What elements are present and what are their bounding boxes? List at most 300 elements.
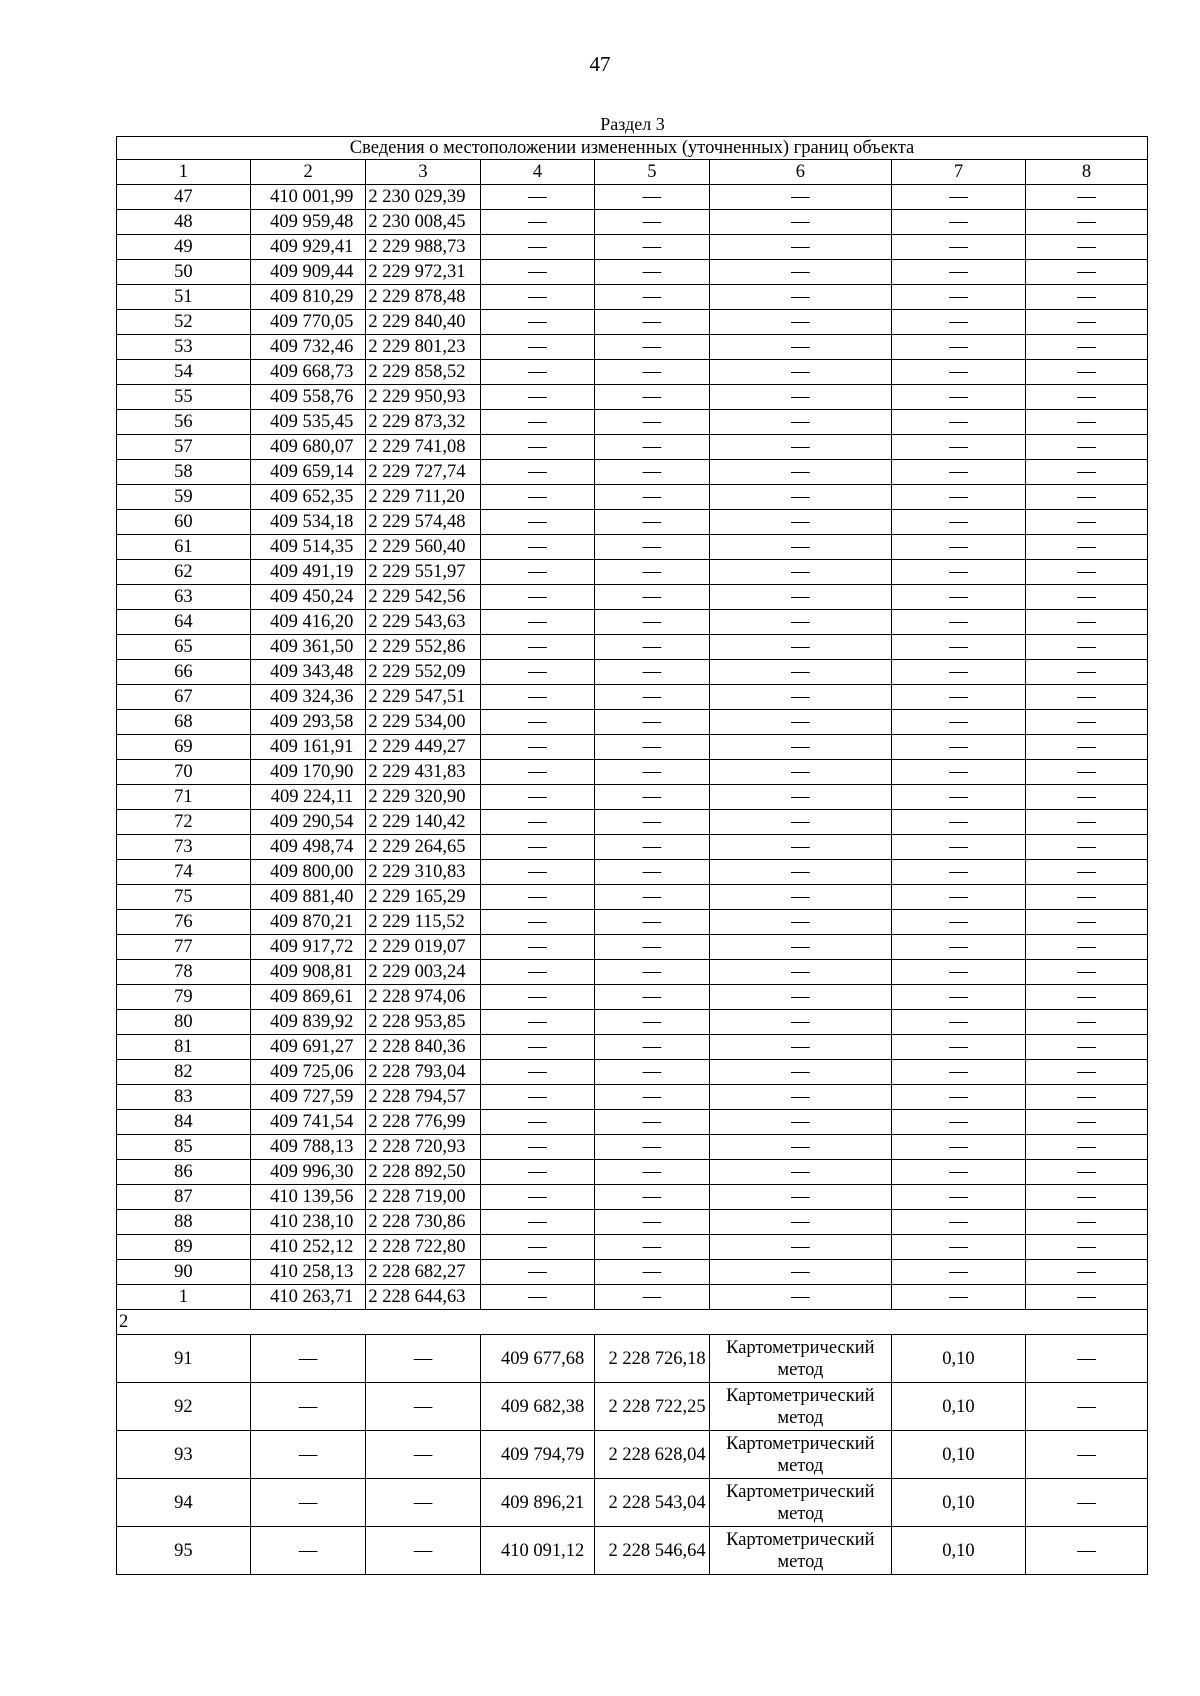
table-row	[117, 835, 1148, 860]
table-row	[117, 1210, 1148, 1235]
table-cell-col-6: —	[709, 960, 891, 985]
table-row	[117, 1383, 1148, 1431]
table-cell-col-4: 409 896,21	[480, 1479, 594, 1527]
table-cell-col-3: 2 229 320,90	[366, 785, 480, 810]
table-cell-col-3: 2 229 727,74	[366, 460, 480, 485]
table-cell-col-4: —	[480, 435, 594, 460]
table-cell-col-5: —	[595, 910, 709, 935]
column-number: 8	[1025, 160, 1147, 185]
table-cell-col-1: 95	[117, 1527, 251, 1575]
table-cell-col-5: —	[595, 610, 709, 635]
table-row	[117, 1527, 1148, 1575]
table-cell-col-5: —	[595, 285, 709, 310]
table-cell-col-5: —	[595, 510, 709, 535]
table-cell-col-4: 409 794,79	[480, 1431, 594, 1479]
table-cell-col-4: —	[480, 885, 594, 910]
table-cell-col-2: —	[250, 1335, 366, 1383]
table-cell-col-4: —	[480, 260, 594, 285]
table-cell-col-7: —	[892, 860, 1026, 885]
table-cell-col-5: —	[595, 410, 709, 435]
table-cell-col-1: 52	[117, 310, 251, 335]
table-cell-col-8: —	[1025, 1160, 1147, 1185]
table-cell-col-4: —	[480, 960, 594, 985]
table-cell-col-2: 409 691,27	[250, 1035, 366, 1060]
table-row	[117, 585, 1148, 610]
table-cell-col-7: —	[892, 785, 1026, 810]
table-cell-col-4: —	[480, 335, 594, 360]
table-cell-col-2: 409 161,91	[250, 735, 366, 760]
table-cell-col-8: —	[1025, 1527, 1147, 1575]
table-cell-col-8: —	[1025, 1185, 1147, 1210]
table-cell-col-6: —	[709, 1035, 891, 1060]
table-cell-col-1: 62	[117, 560, 251, 585]
table-cell-col-1: 55	[117, 385, 251, 410]
table-cell-col-7: —	[892, 260, 1026, 285]
table-cell-col-1: 67	[117, 685, 251, 710]
table-cell-col-6: —	[709, 1260, 891, 1285]
table-cell-col-7: —	[892, 335, 1026, 360]
table-cell-col-2: 409 293,58	[250, 710, 366, 735]
table-cell-col-6: —	[709, 560, 891, 585]
table-cell-col-2: 409 908,81	[250, 960, 366, 985]
table-cell-col-3: 2 229 431,83	[366, 760, 480, 785]
table-cell-col-5: —	[595, 635, 709, 660]
table-cell-col-8: —	[1025, 935, 1147, 960]
table-cell-col-3: 2 229 310,83	[366, 860, 480, 885]
table-cell-col-5: —	[595, 1085, 709, 1110]
table-row	[117, 285, 1148, 310]
table-cell-col-6: —	[709, 360, 891, 385]
section-title: Раздел 3	[600, 114, 665, 134]
table-cell-col-8: —	[1025, 560, 1147, 585]
table-cell-col-3: 2 228 682,27	[366, 1260, 480, 1285]
table-cell-col-7: —	[892, 560, 1026, 585]
table-cell-col-2: 409 416,20	[250, 610, 366, 635]
table-cell-col-7: —	[892, 1110, 1026, 1135]
table-cell-col-1: 94	[117, 1479, 251, 1527]
table-cell-col-5: —	[595, 535, 709, 560]
table-cell-col-5: —	[595, 585, 709, 610]
table-cell-col-6: —	[709, 635, 891, 660]
table-cell-col-3: 2 230 029,39	[366, 185, 480, 210]
table-cell-col-2: 409 727,59	[250, 1085, 366, 1110]
table-cell-col-8: —	[1025, 735, 1147, 760]
table-cell-col-5: —	[595, 485, 709, 510]
table-cell-col-5: 2 228 722,25	[595, 1383, 709, 1431]
table-cell-col-3: 2 229 115,52	[366, 910, 480, 935]
table-cell-col-5: —	[595, 185, 709, 210]
table-cell-col-4: —	[480, 235, 594, 260]
table-cell-col-4: —	[480, 1085, 594, 1110]
table-cell-col-3: —	[366, 1479, 480, 1527]
table-cell-col-4: —	[480, 860, 594, 885]
table-cell-col-2: 409 290,54	[250, 810, 366, 835]
table-row	[117, 1479, 1148, 1527]
table-cell-col-4: —	[480, 285, 594, 310]
table-cell-col-3: 2 229 972,31	[366, 260, 480, 285]
table-cell-col-2: 409 659,14	[250, 460, 366, 485]
table-cell-col-4: 409 682,38	[480, 1383, 594, 1431]
table-cell-col-3: 2 228 730,86	[366, 1210, 480, 1235]
table-cell-col-4: —	[480, 835, 594, 860]
table-cell-col-2: 409 839,92	[250, 1010, 366, 1035]
table-cell-col-6: —	[709, 935, 891, 960]
table-cell-col-3: 2 228 719,00	[366, 1185, 480, 1210]
table-cell-col-7: —	[892, 835, 1026, 860]
table-cell-col-7: —	[892, 760, 1026, 785]
table-cell-col-8: —	[1025, 235, 1147, 260]
table-cell-col-3: 2 229 741,08	[366, 435, 480, 460]
table-cell-col-8: —	[1025, 1060, 1147, 1085]
table-cell-col-1: 93	[117, 1431, 251, 1479]
table-cell-col-6: Картометрический метод	[709, 1383, 891, 1431]
contour-number-row	[117, 1310, 1148, 1335]
table-row	[117, 960, 1148, 985]
table-cell-col-3: 2 229 988,73	[366, 235, 480, 260]
table-cell-col-1: 63	[117, 585, 251, 610]
table-cell-col-6: —	[709, 710, 891, 735]
table-cell-col-7: —	[892, 735, 1026, 760]
table-cell-col-2: 410 139,56	[250, 1185, 366, 1210]
table-cell-col-3: 2 229 140,42	[366, 810, 480, 835]
table-cell-col-8: —	[1025, 1335, 1147, 1383]
table-cell-col-3: 2 229 560,40	[366, 535, 480, 560]
table-row	[117, 185, 1148, 210]
table-cell-col-6: —	[709, 1135, 891, 1160]
table-cell-col-2: 409 741,54	[250, 1110, 366, 1135]
table-cell-col-8: —	[1025, 585, 1147, 610]
table-cell-col-8: —	[1025, 685, 1147, 710]
table-cell-col-5: —	[595, 660, 709, 685]
table-cell-col-6: Картометрический метод	[709, 1431, 891, 1479]
table-cell-col-2: 409 498,74	[250, 835, 366, 860]
table-row	[117, 260, 1148, 285]
table-cell-col-2: 409 324,36	[250, 685, 366, 710]
table-cell-col-2: 409 224,11	[250, 785, 366, 810]
table-cell-col-5: —	[595, 960, 709, 985]
table-cell-col-4: —	[480, 785, 594, 810]
table-cell-col-7: —	[892, 935, 1026, 960]
table-cell-col-3: 2 229 264,65	[366, 835, 480, 860]
table-cell-col-1: 86	[117, 1160, 251, 1185]
table-cell-col-8: —	[1025, 710, 1147, 735]
table-cell-col-4: —	[480, 660, 594, 685]
table-cell-col-3: 2 228 840,36	[366, 1035, 480, 1060]
table-cell-col-2: 409 450,24	[250, 585, 366, 610]
table-cell-col-7: —	[892, 435, 1026, 460]
table-caption: Сведения о местоположении измененных (уточненных) границ объекта	[117, 137, 1148, 160]
table-cell-col-1: 58	[117, 460, 251, 485]
table-row	[117, 1035, 1148, 1060]
table-cell-col-7: —	[892, 1260, 1026, 1285]
table-cell-col-1: 83	[117, 1085, 251, 1110]
table-cell-col-4: —	[480, 1235, 594, 1260]
table-row	[117, 710, 1148, 735]
table-cell-col-6: —	[709, 1210, 891, 1235]
table-cell-col-6: —	[709, 1010, 891, 1035]
table-cell-col-7: —	[892, 685, 1026, 710]
table-cell-col-5: —	[595, 985, 709, 1010]
table-cell-col-5: —	[595, 710, 709, 735]
table-cell-col-1: 56	[117, 410, 251, 435]
table-cell-col-7: —	[892, 310, 1026, 335]
table-cell-col-7: —	[892, 1285, 1026, 1310]
table-cell-col-2: 409 361,50	[250, 635, 366, 660]
table-cell-col-8: —	[1025, 510, 1147, 535]
column-number: 2	[250, 160, 366, 185]
table-cell-col-7: —	[892, 1210, 1026, 1235]
table-cell-col-4: —	[480, 1110, 594, 1135]
table-cell-col-7: —	[892, 1060, 1026, 1085]
table-cell-col-2: 409 929,41	[250, 235, 366, 260]
table-cell-col-4: —	[480, 1210, 594, 1235]
table-cell-col-6: —	[709, 485, 891, 510]
table-cell-col-4: —	[480, 1035, 594, 1060]
table-cell-col-7: —	[892, 985, 1026, 1010]
table-cell-col-1: 73	[117, 835, 251, 860]
table-cell-col-3: 2 228 953,85	[366, 1010, 480, 1035]
table-cell-col-6: —	[709, 660, 891, 685]
table-cell-col-5: —	[595, 935, 709, 960]
table-cell-col-4: —	[480, 460, 594, 485]
table-cell-col-3: 2 229 801,23	[366, 335, 480, 360]
table-cell-col-6: Картометрический метод	[709, 1479, 891, 1527]
table-cell-col-4: —	[480, 210, 594, 235]
table-cell-col-1: 92	[117, 1383, 251, 1431]
table-cell-col-6: Картометрический метод	[709, 1527, 891, 1575]
table-cell-col-2: 409 810,29	[250, 285, 366, 310]
table-cell-col-1: 1	[117, 1285, 251, 1310]
table-cell-col-8: —	[1025, 835, 1147, 860]
table-cell-col-8: —	[1025, 210, 1147, 235]
table-row	[117, 310, 1148, 335]
table-cell-col-1: 84	[117, 1110, 251, 1135]
table-cell-col-5: —	[595, 885, 709, 910]
table-cell-col-3: 2 229 165,29	[366, 885, 480, 910]
table-cell-col-1: 81	[117, 1035, 251, 1060]
table-cell-col-8: —	[1025, 1285, 1147, 1310]
table-row	[117, 1235, 1148, 1260]
table-cell-col-1: 59	[117, 485, 251, 510]
column-number: 5	[595, 160, 709, 185]
table-cell-col-6: —	[709, 535, 891, 560]
table-cell-col-2: 409 652,35	[250, 485, 366, 510]
table-row	[117, 335, 1148, 360]
table-cell-col-2: 409 535,45	[250, 410, 366, 435]
table-row	[117, 735, 1148, 760]
table-cell-col-8: —	[1025, 260, 1147, 285]
table-row	[117, 560, 1148, 585]
table-cell-col-8: —	[1025, 810, 1147, 835]
table-cell-col-3: —	[366, 1335, 480, 1383]
table-cell-col-5: —	[595, 835, 709, 860]
table-cell-col-7: —	[892, 610, 1026, 635]
table-cell-col-4: —	[480, 185, 594, 210]
table-cell-col-7: —	[892, 960, 1026, 985]
table-cell-col-7: —	[892, 510, 1026, 535]
table-cell-col-8: —	[1025, 760, 1147, 785]
table-cell-col-5: 2 228 628,04	[595, 1431, 709, 1479]
table-cell-col-3: —	[366, 1431, 480, 1479]
table-cell-col-3: 2 229 711,20	[366, 485, 480, 510]
table-row	[117, 1285, 1148, 1310]
coordinates-table	[116, 136, 1148, 1575]
table-row	[117, 535, 1148, 560]
table-cell-col-1: 65	[117, 635, 251, 660]
table-cell-col-3: 2 229 552,86	[366, 635, 480, 660]
table-cell-col-5: —	[595, 735, 709, 760]
table-cell-col-1: 71	[117, 785, 251, 810]
table-cell-col-5: 2 228 546,64	[595, 1527, 709, 1575]
table-cell-col-6: —	[709, 1160, 891, 1185]
table-cell-col-7: —	[892, 1035, 1026, 1060]
column-numbers-row	[117, 160, 1148, 185]
table-cell-col-8: —	[1025, 960, 1147, 985]
table-cell-col-1: 51	[117, 285, 251, 310]
table-cell-col-8: —	[1025, 1135, 1147, 1160]
table-cell-col-4: —	[480, 310, 594, 335]
table-cell-col-8: —	[1025, 310, 1147, 335]
table-cell-col-6: —	[709, 760, 891, 785]
table-cell-col-7: —	[892, 1010, 1026, 1035]
table-cell-col-3: 2 230 008,45	[366, 210, 480, 235]
table-cell-col-4: —	[480, 610, 594, 635]
table-cell-col-7: —	[892, 210, 1026, 235]
table-cell-col-1: 54	[117, 360, 251, 385]
table-cell-col-2: 410 263,71	[250, 1285, 366, 1310]
table-cell-col-3: 2 229 878,48	[366, 285, 480, 310]
table-row	[117, 810, 1148, 835]
table-cell-col-2: 409 534,18	[250, 510, 366, 535]
table-cell-col-4: —	[480, 985, 594, 1010]
table-cell-col-5: —	[595, 1010, 709, 1035]
table-cell-col-7: 0,10	[892, 1527, 1026, 1575]
table-cell-col-5: —	[595, 1060, 709, 1085]
table-cell-col-7: 0,10	[892, 1431, 1026, 1479]
table-cell-col-5: —	[595, 235, 709, 260]
table-cell-col-6: —	[709, 885, 891, 910]
table-cell-col-4: —	[480, 385, 594, 410]
table-cell-col-5: —	[595, 860, 709, 885]
table-cell-col-8: —	[1025, 635, 1147, 660]
table-row	[117, 210, 1148, 235]
table-cell-col-6: —	[709, 610, 891, 635]
table-cell-col-1: 85	[117, 1135, 251, 1160]
table-cell-col-3: 2 228 776,99	[366, 1110, 480, 1135]
table-cell-col-1: 68	[117, 710, 251, 735]
table-cell-col-5: —	[595, 560, 709, 585]
table-cell-col-2: 410 258,13	[250, 1260, 366, 1285]
table-cell-col-2: 409 870,21	[250, 910, 366, 935]
table-cell-col-3: 2 229 840,40	[366, 310, 480, 335]
table-cell-col-1: 79	[117, 985, 251, 1010]
table-cell-col-1: 91	[117, 1335, 251, 1383]
table-cell-col-1: 64	[117, 610, 251, 635]
table-cell-col-5: —	[595, 1260, 709, 1285]
table-cell-col-5: —	[595, 785, 709, 810]
table-row	[117, 1010, 1148, 1035]
table-cell-col-2: 409 725,06	[250, 1060, 366, 1085]
table-cell-col-6: —	[709, 310, 891, 335]
table-cell-col-6: —	[709, 235, 891, 260]
table-row	[117, 460, 1148, 485]
table-cell-col-3: 2 228 793,04	[366, 1060, 480, 1085]
table-row	[117, 1060, 1148, 1085]
table-cell-col-5: —	[595, 310, 709, 335]
table-cell-col-7: —	[892, 1185, 1026, 1210]
table-cell-col-7: —	[892, 1160, 1026, 1185]
table-cell-col-8: —	[1025, 335, 1147, 360]
column-number: 1	[117, 160, 251, 185]
table-cell-col-6: —	[709, 510, 891, 535]
table-row	[117, 1160, 1148, 1185]
table-row	[117, 510, 1148, 535]
table-cell-col-2: 409 917,72	[250, 935, 366, 960]
table-cell-col-2: 409 680,07	[250, 435, 366, 460]
table-row	[117, 760, 1148, 785]
table-cell-col-6: —	[709, 285, 891, 310]
table-cell-col-3: 2 228 794,57	[366, 1085, 480, 1110]
table-row	[117, 410, 1148, 435]
table-cell-col-8: —	[1025, 660, 1147, 685]
table-cell-col-8: —	[1025, 1260, 1147, 1285]
table-cell-col-3: 2 229 542,56	[366, 585, 480, 610]
table-cell-col-7: —	[892, 385, 1026, 410]
table-cell-col-5: —	[595, 1110, 709, 1135]
table-cell-col-7: —	[892, 535, 1026, 560]
table-cell-col-5: —	[595, 460, 709, 485]
table-row	[117, 1085, 1148, 1110]
table-cell-col-6: —	[709, 1110, 891, 1135]
table-cell-col-1: 53	[117, 335, 251, 360]
table-row	[117, 935, 1148, 960]
table-cell-col-8: —	[1025, 185, 1147, 210]
table-cell-col-8: —	[1025, 1210, 1147, 1235]
table-cell-col-2: 410 001,99	[250, 185, 366, 210]
table-cell-col-4: —	[480, 360, 594, 385]
table-cell-col-6: —	[709, 335, 891, 360]
table-cell-col-8: —	[1025, 860, 1147, 885]
table-cell-col-4: —	[480, 560, 594, 585]
table-body	[117, 137, 1148, 1575]
table-cell-col-2: 409 558,76	[250, 385, 366, 410]
table-cell-col-7: —	[892, 285, 1026, 310]
table-cell-col-5: —	[595, 210, 709, 235]
column-number: 7	[892, 160, 1026, 185]
table-cell-col-3: 2 229 858,52	[366, 360, 480, 385]
table-cell-col-3: 2 229 003,24	[366, 960, 480, 985]
table-row	[117, 860, 1148, 885]
page-number: 47	[589, 52, 611, 76]
table-cell-col-4: —	[480, 1260, 594, 1285]
table-cell-col-8: —	[1025, 1085, 1147, 1110]
table-cell-col-6: Картометрический метод	[709, 1335, 891, 1383]
table-cell-col-4: —	[480, 1185, 594, 1210]
table-caption-row	[117, 137, 1148, 160]
table-cell-col-4: —	[480, 735, 594, 760]
table-cell-col-7: —	[892, 660, 1026, 685]
table-cell-col-8: —	[1025, 410, 1147, 435]
table-cell-col-8: —	[1025, 1431, 1147, 1479]
table-cell-col-8: —	[1025, 1479, 1147, 1527]
table-row	[117, 1135, 1148, 1160]
table-cell-col-8: —	[1025, 885, 1147, 910]
table-cell-col-6: —	[709, 460, 891, 485]
table-cell-col-6: —	[709, 1285, 891, 1310]
table-cell-col-6: —	[709, 685, 891, 710]
table-cell-col-2: 409 800,00	[250, 860, 366, 885]
table-cell-col-2: —	[250, 1527, 366, 1575]
